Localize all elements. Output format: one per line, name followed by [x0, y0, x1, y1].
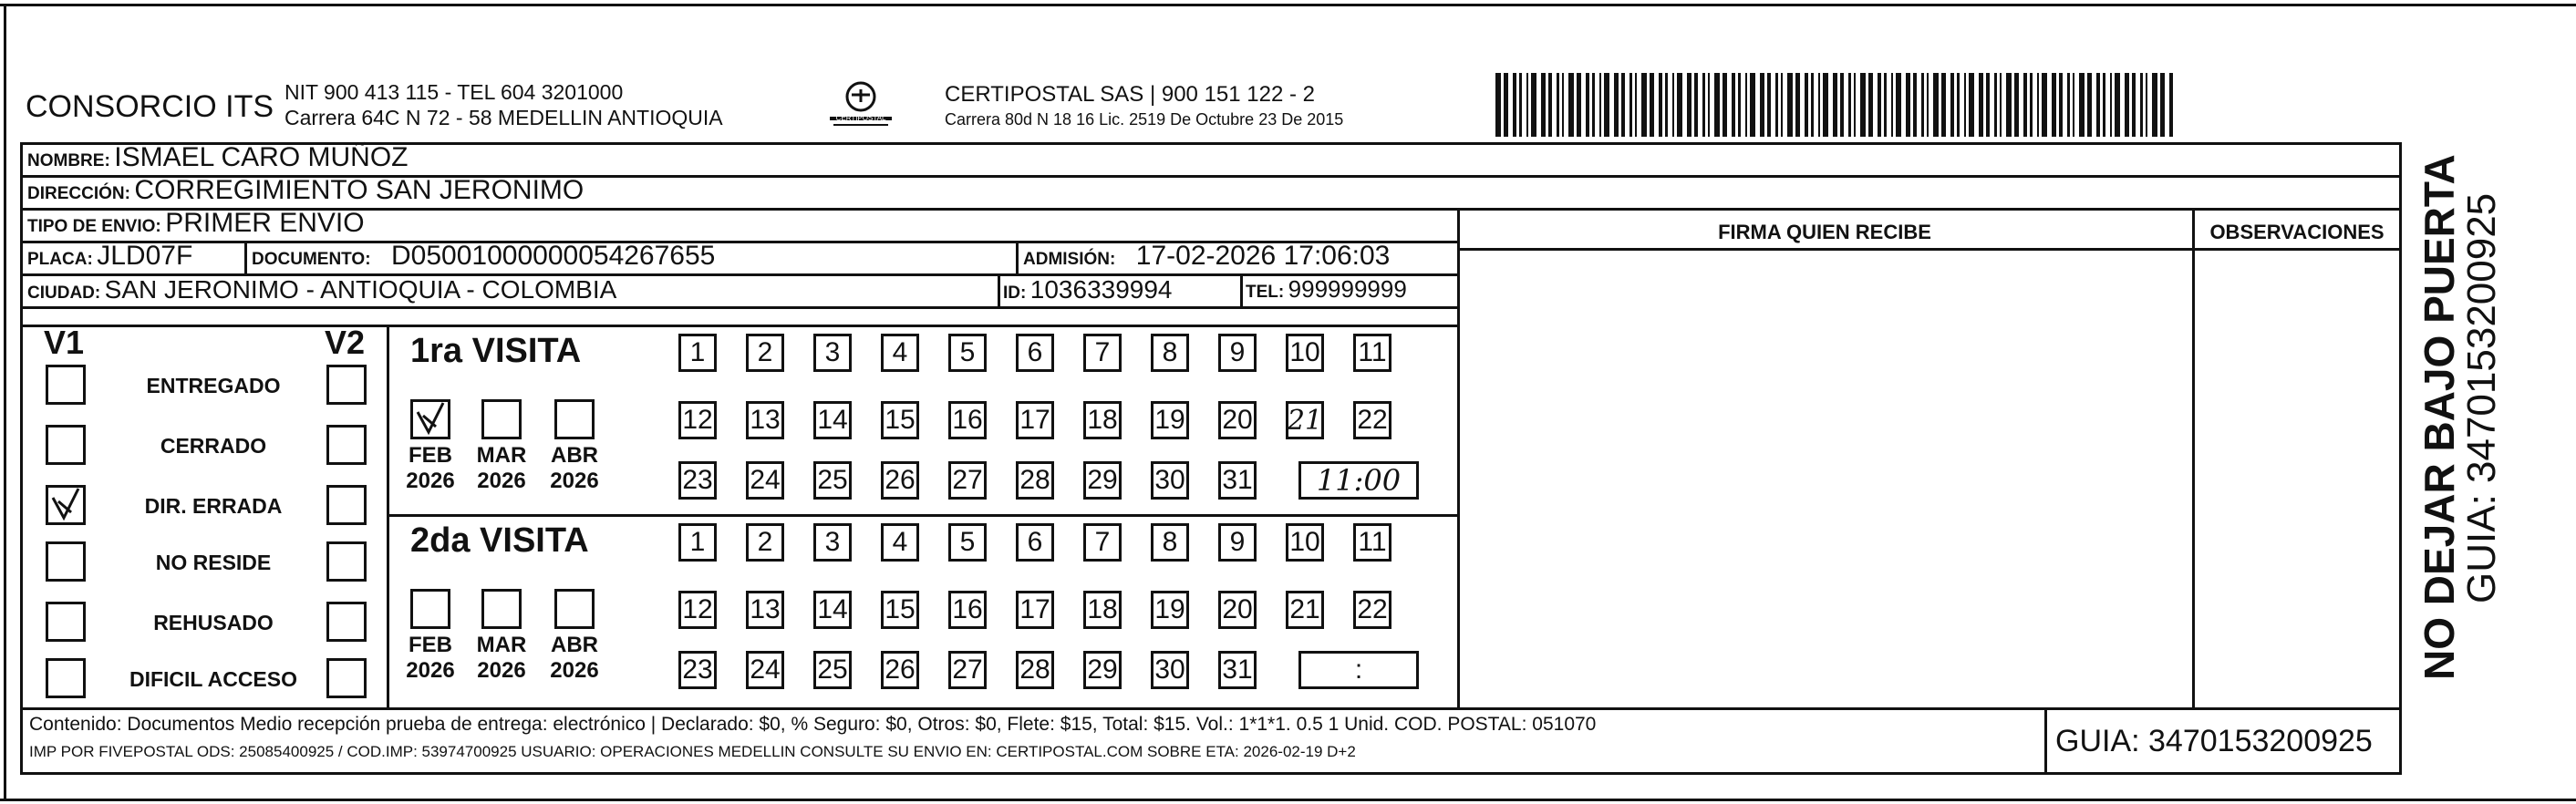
day-number: 19 [1154, 405, 1185, 435]
visit2-title: 2da VISITA [410, 521, 589, 560]
day-number: 15 [885, 405, 916, 435]
document-row [252, 242, 715, 270]
day-box[interactable] [881, 401, 919, 439]
day-number: 9 [1229, 527, 1246, 557]
address-label: DIRECCIÓN: [27, 184, 130, 203]
day-box[interactable] [678, 591, 717, 629]
v2-checkbox[interactable] [326, 602, 367, 642]
left-border [4, 4, 6, 799]
day-number: 21 [1289, 594, 1320, 624]
day-box[interactable] [813, 591, 852, 629]
day-number: 22 [1357, 594, 1388, 624]
v1-checkbox[interactable] [46, 541, 86, 582]
day-number: 26 [885, 465, 916, 495]
day-number: 28 [1019, 655, 1050, 685]
month-checkbox[interactable] [554, 589, 595, 629]
city-value: SAN JERONIMO - ANTIOQUIA - COLOMBIA [104, 275, 617, 304]
status-label: DIR. ERRADA [144, 494, 283, 518]
day-box[interactable] [813, 401, 852, 439]
day-number: 7 [1094, 527, 1111, 557]
month-checkbox[interactable] [554, 399, 595, 439]
address-row [27, 177, 584, 204]
day-number: 23 [682, 655, 713, 685]
day-box[interactable] [948, 651, 987, 689]
day-number: 4 [892, 337, 908, 367]
day-box[interactable] [1016, 523, 1054, 562]
day-number: 11 [1358, 527, 1387, 557]
day-box[interactable] [1016, 651, 1054, 689]
day-box[interactable] [1016, 401, 1054, 439]
day-box[interactable] [678, 651, 717, 689]
day-box[interactable] [948, 401, 987, 439]
day-box[interactable] [881, 591, 919, 629]
day-number: 20 [1222, 405, 1253, 435]
day-box[interactable] [1353, 523, 1391, 562]
id-row [1003, 277, 1173, 303]
day-number: 6 [1027, 527, 1043, 557]
day-number: 31 [1222, 465, 1253, 495]
day-number: 12 [682, 405, 713, 435]
day-number: 1 [689, 337, 706, 367]
address-value: CORREGIMIENTO SAN JERONIMO [134, 175, 585, 205]
day-box[interactable] [881, 334, 919, 372]
day-box[interactable] [678, 523, 717, 562]
day-number: 19 [1154, 594, 1185, 624]
day-box[interactable] [1083, 334, 1122, 372]
plate-row [27, 242, 192, 270]
day-box[interactable] [1286, 401, 1324, 439]
day-box[interactable] [746, 591, 784, 629]
sender-line1: NIT 900 413 115 - TEL 604 3201000 [284, 80, 624, 104]
courier-line2: Carrera 80d N 18 16 Lic. 2519 De Octubre 23 De 2015 [945, 110, 1344, 129]
month-checkbox[interactable] [410, 589, 450, 629]
status-label: CERRADO [160, 434, 267, 458]
v2-checkbox[interactable] [326, 365, 367, 405]
month-label: ABR [551, 633, 598, 657]
day-box[interactable] [1286, 523, 1324, 562]
id-label: ID: [1003, 283, 1027, 303]
day-box[interactable] [1016, 591, 1054, 629]
day-number: 29 [1087, 465, 1118, 495]
day-number: 14 [817, 594, 848, 624]
day-number: 30 [1154, 655, 1185, 685]
v2-label: V2 [325, 324, 366, 361]
courier-line1: CERTIPOSTAL SAS | 900 151 122 - 2 [945, 82, 1315, 107]
day-box[interactable] [746, 523, 784, 562]
day-box[interactable] [1353, 401, 1391, 439]
day-number: 12 [682, 594, 713, 624]
day-number: 31 [1222, 655, 1253, 685]
status-label: NO RESIDE [155, 551, 272, 574]
day-box[interactable] [1151, 651, 1189, 689]
day-number: 28 [1019, 465, 1050, 495]
day-box[interactable] [813, 461, 852, 500]
day-number: 18 [1087, 594, 1118, 624]
day-number: 9 [1229, 337, 1246, 367]
barcode [1495, 73, 2176, 137]
day-box[interactable] [1218, 401, 1257, 439]
top-border [0, 4, 2576, 6]
visit2-time: : [1354, 655, 1363, 685]
shipment-value: PRIMER ENVIO [165, 208, 365, 238]
day-number: 6 [1027, 337, 1043, 367]
day-number: 24 [750, 655, 781, 685]
day-box[interactable] [1016, 461, 1054, 500]
side-guide: GUIA: 3470153200925 [2459, 192, 2504, 603]
day-box[interactable] [1151, 461, 1189, 500]
day-box[interactable] [1353, 334, 1391, 372]
day-box[interactable] [813, 523, 852, 562]
city-row [27, 277, 616, 303]
day-number: 5 [959, 337, 976, 367]
admission-value: 17-02-2026 17:06:03 [1135, 241, 1391, 271]
v1-checkbox[interactable] [46, 602, 86, 642]
day-number: 14 [817, 405, 848, 435]
day-number: 27 [952, 655, 983, 685]
day-box[interactable] [1218, 461, 1257, 500]
day-box[interactable] [1016, 334, 1054, 372]
year-label: 2026 [406, 469, 455, 493]
day-number: 11 [1358, 337, 1387, 367]
year-label: 2026 [550, 658, 599, 683]
day-number: 26 [885, 655, 916, 685]
certipostal-logo [824, 78, 897, 133]
sender-line2: Carrera 64C N 72 - 58 MEDELLIN ANTIOQUIA [284, 106, 723, 129]
day-number: 5 [959, 527, 976, 557]
name-value: ISMAEL CARO MUÑOZ [114, 142, 409, 172]
admission-row [1023, 242, 1390, 270]
day-number: 3 [824, 527, 841, 557]
day-number: 16 [952, 405, 983, 435]
v2-checkbox[interactable] [326, 485, 367, 525]
day-box[interactable] [881, 461, 919, 500]
month-label: ABR [551, 443, 598, 468]
name-row [27, 144, 409, 171]
day-number: 25 [817, 655, 848, 685]
day-box[interactable] [881, 523, 919, 562]
day-number: 29 [1087, 655, 1118, 685]
footer-guide: GUIA: 3470153200925 [2055, 724, 2373, 758]
day-box[interactable] [746, 334, 784, 372]
side-warning: NO DEJAR BAJO PUERTA [2416, 154, 2463, 680]
day-box[interactable] [1083, 591, 1122, 629]
day-number: 17 [1019, 594, 1050, 624]
day-box[interactable] [1218, 334, 1257, 372]
day-number: 10 [1289, 337, 1320, 367]
plate-label: PLACA: [27, 250, 93, 269]
admission-label: ADMISIÓN: [1023, 250, 1116, 269]
year-label: 2026 [406, 658, 455, 683]
shipment-label: TIPO DE ENVIO: [27, 217, 161, 236]
id-value: 1036339994 [1029, 275, 1173, 304]
visit1-title: 1ra VISITA [410, 332, 582, 370]
v1-checkbox[interactable] [46, 365, 86, 405]
month-label: FEB [409, 443, 452, 468]
tel-label: TEL: [1246, 283, 1285, 302]
sender-name: CONSORCIO ITS [26, 89, 274, 124]
day-number: 27 [952, 465, 983, 495]
day-number: 23 [682, 465, 713, 495]
visit1-time-box[interactable] [1298, 461, 1419, 500]
year-label: 2026 [477, 658, 526, 683]
month-label: MAR [476, 633, 527, 657]
day-box[interactable] [948, 461, 987, 500]
visit2-time-box[interactable] [1298, 651, 1419, 689]
day-number: 10 [1289, 527, 1320, 557]
day-box[interactable] [1151, 334, 1189, 372]
month-checkbox[interactable] [481, 589, 522, 629]
day-box[interactable] [1218, 651, 1257, 689]
document-value: D05001000000054267655 [391, 241, 716, 271]
day-number: 8 [1162, 527, 1178, 557]
day-number: 4 [892, 527, 908, 557]
v1-checkbox[interactable] [46, 485, 86, 525]
month-label: MAR [476, 443, 527, 468]
day-box[interactable] [881, 651, 919, 689]
day-box[interactable] [1286, 334, 1324, 372]
v1-checkbox[interactable] [46, 425, 86, 465]
day-box[interactable] [1083, 523, 1122, 562]
day-number: 3 [824, 337, 841, 367]
status-label: DIFICIL ACCESO [129, 667, 297, 691]
day-number: 13 [750, 594, 781, 624]
shipment-row [27, 210, 365, 237]
v1-checkbox[interactable] [46, 658, 86, 698]
name-label: NOMBRE: [27, 151, 110, 170]
day-box[interactable] [948, 591, 987, 629]
day-box[interactable] [1151, 591, 1189, 629]
bottom-border [0, 799, 2576, 801]
plate-value: JLD07F [97, 241, 193, 271]
day-box[interactable] [948, 523, 987, 562]
document-label: DOCUMENTO: [252, 250, 371, 269]
day-number: 2 [757, 337, 773, 367]
day-number: 24 [750, 465, 781, 495]
day-number: 18 [1087, 405, 1118, 435]
day-number: 21 [1287, 404, 1323, 437]
day-box[interactable] [948, 334, 987, 372]
day-box[interactable] [813, 651, 852, 689]
year-label: 2026 [477, 469, 526, 493]
tel-row [1246, 277, 1407, 301]
day-number: 16 [952, 594, 983, 624]
footer-line1: Contenido: Documentos Medio recepción prueba de entrega: electrónico | Declarado: $0, % Seguro: $0, Otros: $0, Flete: $15, Total: $15. Vol.: 1*1*1. 0.5 1 Unid. COD. POSTAL: 051070 [29, 714, 1597, 735]
day-number: 7 [1094, 337, 1111, 367]
day-box[interactable] [813, 334, 852, 372]
status-label: ENTREGADO [146, 374, 281, 397]
month-checkbox[interactable] [481, 399, 522, 439]
day-box[interactable] [678, 334, 717, 372]
v1-label: V1 [44, 324, 85, 361]
footer-line2: IMP POR FIVEPOSTAL ODS: 25085400925 / COD.IMP: 53974700925 USUARIO: OPERACIONES MEDELLIN CONSULTE SU ENVIO EN: CERTIPOSTAL.COM SOBRE ETA: 2026-02-19 D+2 [29, 743, 1356, 760]
day-box[interactable] [1083, 461, 1122, 500]
visit1-time: 11:00 [1316, 463, 1402, 498]
day-number: 1 [689, 527, 706, 557]
month-checkbox[interactable] [410, 399, 450, 439]
day-box[interactable] [1083, 651, 1122, 689]
v2-checkbox[interactable] [326, 658, 367, 698]
v2-checkbox[interactable] [326, 541, 367, 582]
day-box[interactable] [678, 401, 717, 439]
day-box[interactable] [1151, 523, 1189, 562]
logo-text: CERTIPOSTAL [835, 114, 886, 122]
day-number: 8 [1162, 337, 1178, 367]
status-label: REHUSADO [153, 611, 274, 634]
day-box[interactable] [678, 461, 717, 500]
day-box[interactable] [746, 461, 784, 500]
v2-checkbox[interactable] [326, 425, 367, 465]
day-box[interactable] [1218, 523, 1257, 562]
day-number: 22 [1357, 405, 1388, 435]
month-label: FEB [409, 633, 452, 657]
year-label: 2026 [550, 469, 599, 493]
day-number: 25 [817, 465, 848, 495]
day-number: 13 [750, 405, 781, 435]
day-number: 2 [757, 527, 773, 557]
tel-value: 999999999 [1288, 275, 1407, 303]
day-number: 30 [1154, 465, 1185, 495]
day-box[interactable] [1286, 591, 1324, 629]
day-box[interactable] [746, 401, 784, 439]
day-number: 15 [885, 594, 916, 624]
day-number: 17 [1019, 405, 1050, 435]
day-number: 20 [1222, 594, 1253, 624]
day-box[interactable] [1083, 401, 1122, 439]
day-box[interactable] [1353, 591, 1391, 629]
observations-header: OBSERVACIONES [2209, 221, 2385, 243]
day-box[interactable] [1218, 591, 1257, 629]
city-label: CIUDAD: [27, 283, 101, 303]
signature-header: FIRMA QUIEN RECIBE [1718, 221, 1931, 243]
day-box[interactable] [746, 651, 784, 689]
day-box[interactable] [1151, 401, 1189, 439]
